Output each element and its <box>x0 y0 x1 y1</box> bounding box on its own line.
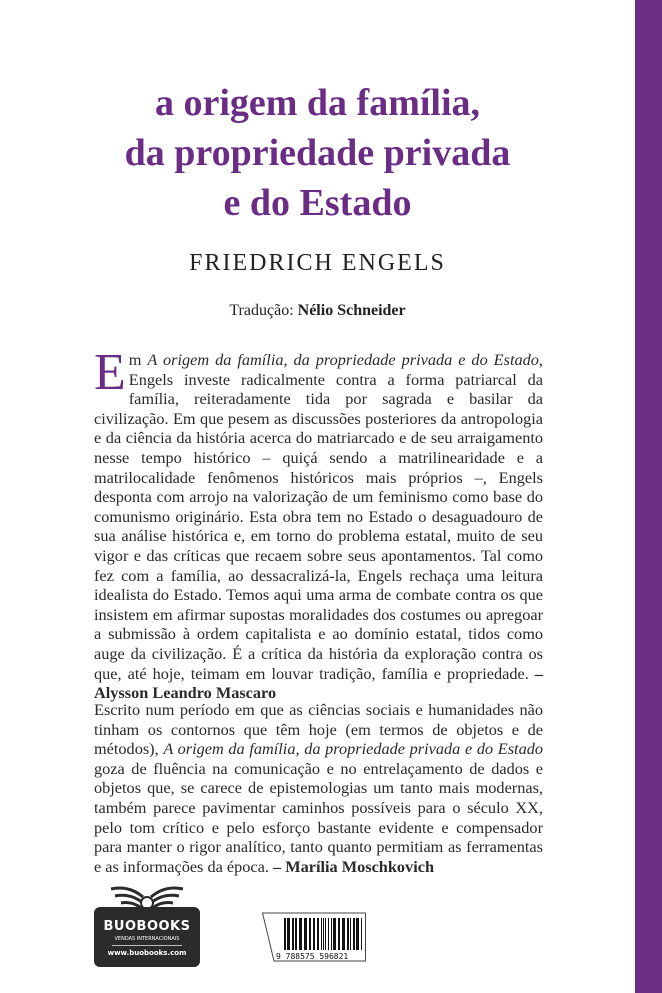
barcode-icon <box>262 912 366 962</box>
barcode-bar <box>295 918 297 950</box>
barcode-bar <box>317 918 319 950</box>
spine-color-stripe <box>635 0 662 993</box>
blurb-text: goza de fluência na comunicação e no entrelaçamento de dados e objetos que, se carece de epistemologias um tanto mais modernas, também parece pavimentar caminhos possíveis para o século XX, pelo tom crítico e pelo esforço bastante evidente e compensador para manter o rigor analítico, tanto quanto permitiam as ferramentas e as informações da época. <box>94 758 543 876</box>
barcode-bar <box>353 918 355 950</box>
publisher-tagline: VENDAS INTERNACIONAIS <box>114 936 180 942</box>
barcode-bar <box>304 918 307 950</box>
barcode-bar <box>287 918 290 950</box>
barcode-bar <box>309 918 311 950</box>
barcode-bar <box>342 918 345 950</box>
publisher-logo <box>94 885 200 967</box>
barcode-bar <box>347 918 349 950</box>
barcode-bar <box>333 918 336 950</box>
title-line-2: da propriedade privada <box>124 132 511 174</box>
title-line-3: e do Estado <box>223 182 412 224</box>
barcode-bar <box>350 918 351 950</box>
blurb-signature: – Alysson Leandro Mascaro <box>94 663 543 703</box>
book-title <box>0 78 635 228</box>
barcode-bar <box>284 918 286 950</box>
book-title-italic: A origem da família, da propriedade privada e do Estado <box>163 739 544 759</box>
barcode-bar <box>356 918 359 950</box>
barcode-bar <box>323 918 324 950</box>
book-title-italic: A origem da família, da propriedade privada e do Estado <box>147 350 539 369</box>
publisher-brand: BUOBOOKS <box>103 919 191 934</box>
isbn-barcode <box>262 912 366 962</box>
blurb-paragraph-2 <box>94 700 543 876</box>
barcode-bar <box>325 918 326 950</box>
divider <box>112 945 182 946</box>
blurb-text: m <box>128 350 148 369</box>
barcode-bar <box>299 918 302 950</box>
barcode-bar <box>321 918 322 950</box>
drop-cap: E <box>94 344 126 401</box>
barcode-bar <box>328 918 329 950</box>
blurb-text: , Engels investe radicalmente contra a forma patriarcal da família, reiteradamente tida por sagrada e basilar da civilização. Em que pesem as discussões posteriores da antropologia e da ciência da história acerca do matriarcado e de seu arraigamento nesse tempo histórico – quiçá sendo a matrilinearidade e a matrilocalidade fenômenos históricos mais próprios –, Engels desponta com arrojo na valorização de um feminismo como base do comunismo originário. Esta obra tem no Estado o desaguadouro de sua análise histórica e, em torno do problema estatal, muito de seu vigor e das críticas que recaem sobre seus apontamentos. Tal como fez com a família, ao dessacralizá-la, Engels rechaça uma leitura idealista do Estado. Temos aqui uma arma de combate contra os que insistem em afirmar supostas moralidades dos costumes ou apregoar a submissão à ordem capitalista e ao domínio estatal, tidos como auge da civilização. É a crítica da história da exploração contra os que, até hoje, teimam em louvar tradição, família e propriedade. <box>94 350 543 683</box>
publisher-url: www.buobooks.com <box>107 949 187 957</box>
blurb-text: Escrito num período em que as ciências sociais e humanidades não tinham os contornos que têm hoje (em termos de objetos e de métodos), <box>94 700 543 759</box>
barcode-bar <box>331 918 332 950</box>
title-line-1: a origem da família, <box>154 82 481 124</box>
isbn-digits: 9 788575 596821 <box>276 952 349 961</box>
barcode-bar <box>338 918 340 950</box>
barcode-bar <box>292 918 294 950</box>
publisher-badge <box>94 907 200 967</box>
translator-credit <box>0 302 635 320</box>
translator-name: Nélio Schneider <box>297 302 406 319</box>
blurb-paragraph-1 <box>94 344 543 703</box>
blurb-signature: – Marília Moschkovich <box>273 856 435 876</box>
barcode-bar <box>313 918 315 950</box>
barcode-bar <box>361 918 362 950</box>
translator-label: Tradução: <box>229 302 294 319</box>
author-name: FRIEDRICH ENGELS <box>189 250 446 276</box>
